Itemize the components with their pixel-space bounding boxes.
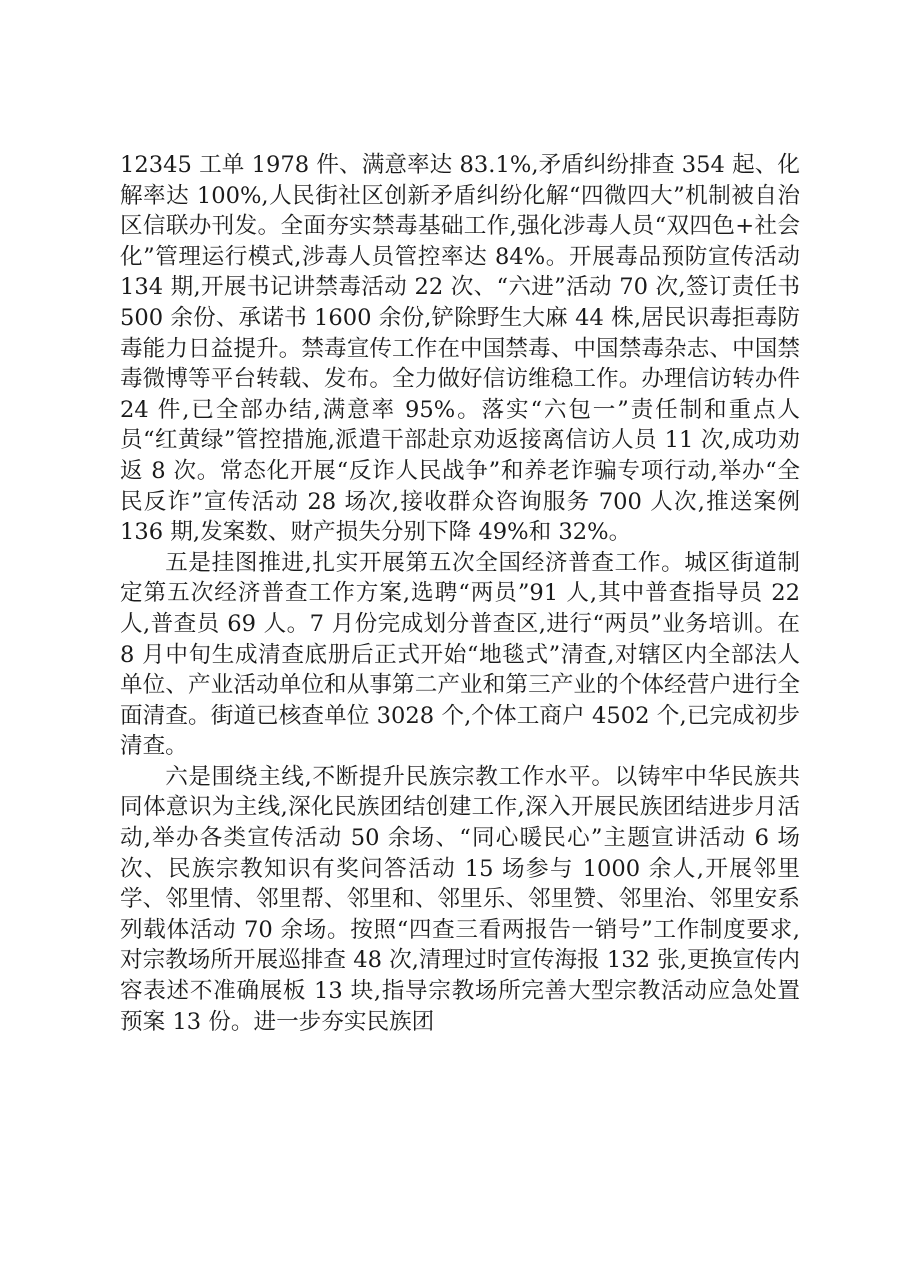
paragraph-3: 六是围绕主线,不断提升民族宗教工作水平。以铸牢中华民族共同体意识为主线,深化民族团结创建工作,深入开展民族团结进步月活动,举办各类宣传活动 50 余场、“同心暖民心”主题宣讲活动 6 场次、民族宗教知识有奖问答活动 15 场参与 1000 余人,开展邻里学、邻里情、邻里帮、邻里和、邻里乐、邻里赞、邻里治、邻里安系列载体活动 70 余场。按照“四查三看两报告一销号”工作制度要求,对宗教场所开展巡排查 48 次,清理过时宣传海报 132 张,更换宣传内容表述不准确展板 13 块,指导宗教场所完善大型宗教活动应急处置预案 13 份。进一步夯实民族团 — [120, 763, 800, 1035]
document-body — [120, 150, 800, 1037]
paragraph-1: 12345 工单 1978 件、满意率达 83.1%,矛盾纠纷排查 354 起、化解率达 100%,人民街社区创新矛盾纠纷化解“四微四大”机制被自治区信联办刊发。全面夯实禁毒基础工作,强化涉毒人员“双四色+社会化”管理运行模式,涉毒人员管控率达 84%。开展毒品预防宣传活动 134 期,开展书记讲禁毒活动 22 次、“六进”活动 70 次,签订责任书 500 余份、承诺书 1600 余份,铲除野生大麻 44 株,居民识毒拒毒防毒能力日益提升。禁毒宣传工作在中国禁毒、中国禁毒杂志、中国禁毒微博等平台转载、发布。全力做好信访维稳工作。办理信访转办件 24 件,已全部办结,满意率 95%。落实“六包一”责任制和重点人员“红黄绿”管控措施,派遣干部赴京劝返接离信访人员 11 次,成功劝返 8 次。常态化开展“反诈人民战争”和养老诈骗专项行动,举办“全民反诈”宣传活动 28 场次,接收群众咨询服务 700 人次,推送案例 136 期,发案数、财产损失分别下降 49%和 32%。 — [120, 152, 800, 546]
paragraph-2: 五是挂图推进,扎实开展第五次全国经济普查工作。城区街道制定第五次经济普查工作方案,选聘“两员”91 人,其中普查指导员 22 人,普查员 69 人。7 月份完成划分普查区,进行“两员”业务培训。在 8 月中旬生成清查底册后正式开始“地毯式”清查,对辖区内全部法人单位、产业活动单位和从事第二产业和第三产业的个体经营户进行全面清查。街道已核查单位 3028 个,个体工商户 4502 个,已完成初步清查。 — [120, 549, 800, 760]
